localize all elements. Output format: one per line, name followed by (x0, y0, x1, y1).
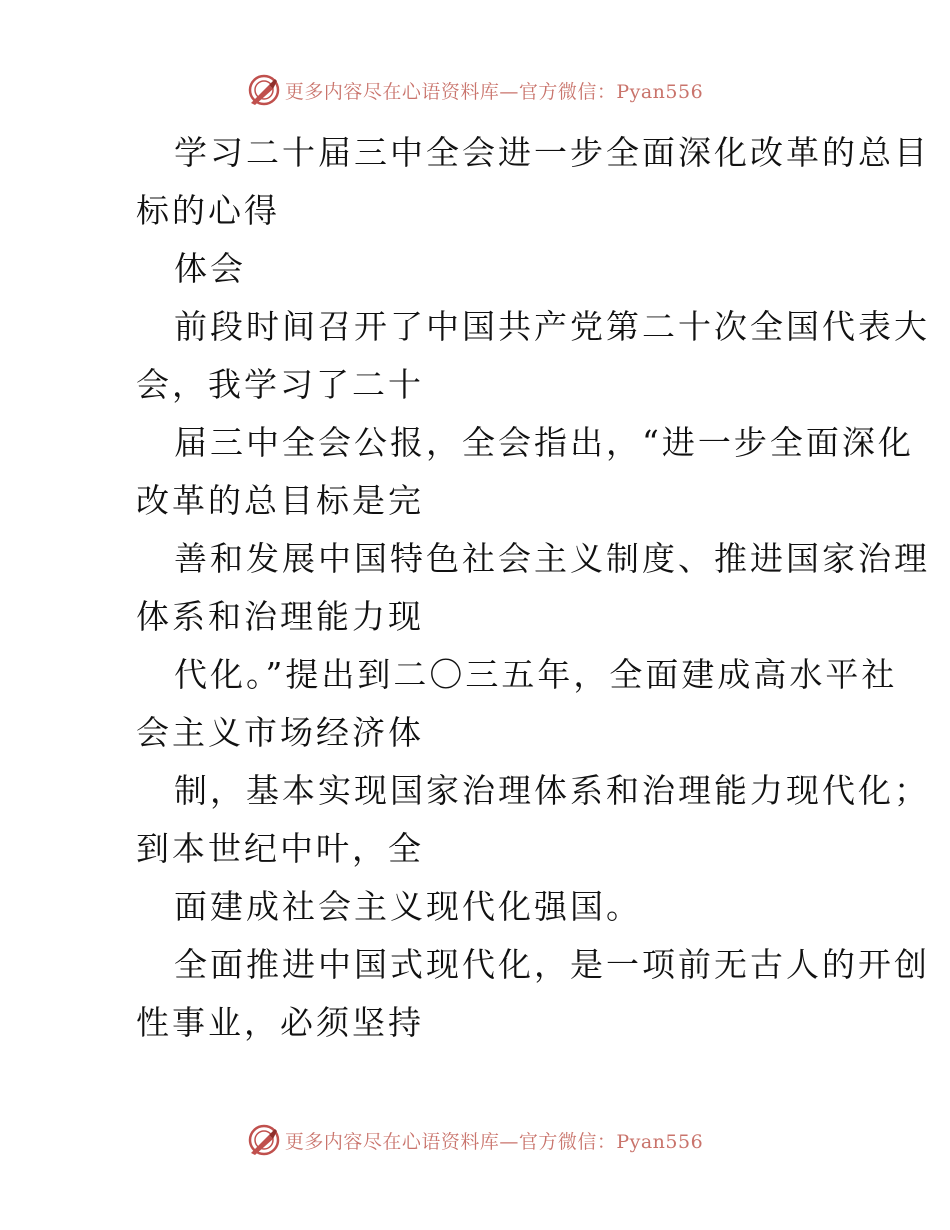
banner-text: 更多内容尽在心语资料库—官方微信：Pyan556 (284, 80, 704, 103)
banner-text: 更多内容尽在心语资料库—官方微信：Pyan556 (284, 1130, 704, 1153)
text-line: 学习二十届三中全会进一步全面深化改革的总目 (174, 133, 930, 172)
text-line: 标的心得 (136, 191, 280, 230)
header-banner (0, 68, 950, 112)
text-line: 体系和治理能力现 (136, 597, 424, 636)
text-line: 善和发展中国特色社会主义制度、推进国家治理 (174, 539, 930, 578)
text-line: 全面推进中国式现代化，是一项前无古人的开创 (174, 945, 930, 984)
text-line: 性事业，必须坚持 (136, 1003, 424, 1042)
text-line: 体会 (174, 249, 246, 288)
text-line: 会，我学习了二十 (136, 365, 424, 404)
pen-logo-icon (247, 73, 281, 107)
text-line: 前段时间召开了中国共产党第二十次全国代表大 (174, 307, 930, 346)
text-line: 代化。”提出到二〇三五年，全面建成高水平社 (174, 655, 898, 694)
footer-banner (0, 1118, 950, 1162)
document-body (98, 124, 930, 1052)
text-line: 到本世纪中叶，全 (136, 829, 424, 868)
text-line: 面建成社会主义现代化强国。 (174, 887, 642, 926)
text-line: 会主义市场经济体 (136, 713, 424, 752)
text-line: 届三中全会公报，全会指出，“进一步全面深化 (174, 423, 914, 462)
document-text (98, 124, 930, 1052)
pen-logo-icon (247, 1123, 281, 1157)
text-line: 改革的总目标是完 (136, 481, 424, 520)
text-line: 制，基本实现国家治理体系和治理能力现代化； (174, 771, 930, 810)
